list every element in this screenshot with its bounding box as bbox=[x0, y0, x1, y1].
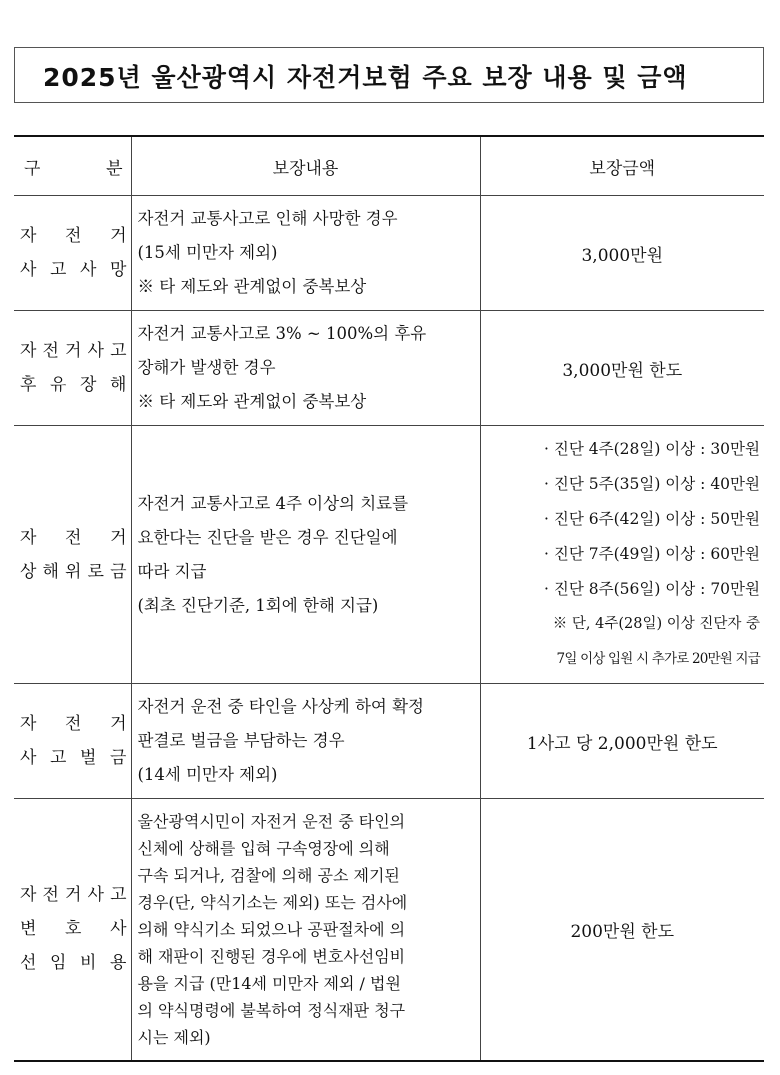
content-line: 자전거 교통사고로 3% ~ 100%의 후유 bbox=[137, 324, 427, 343]
category-char: 고 bbox=[110, 341, 127, 361]
category-char: 자 bbox=[20, 226, 37, 246]
category-char: 거 bbox=[110, 527, 127, 548]
category-char: 임 bbox=[50, 953, 67, 974]
amount-value: 200만원 한도 bbox=[570, 921, 675, 942]
category-char: 전 bbox=[65, 714, 82, 734]
content-line: 용을 지급 (만14세 미만자 제외 / 법원 bbox=[137, 973, 401, 993]
content-line: ※ 타 제도와 관계없이 중복보상 bbox=[137, 277, 367, 296]
content-line: (14세 미만자 제외) bbox=[137, 765, 278, 784]
category-char: 위 bbox=[65, 561, 82, 582]
category-char: 자 bbox=[20, 885, 37, 906]
amount-value: 3,000만원 bbox=[581, 245, 663, 266]
amount-list-item: · 진단 6주(42일) 이상 : 50만원 bbox=[544, 510, 760, 528]
content-line: 울산광역시민이 자전거 운전 중 타인의 bbox=[137, 811, 406, 831]
amount-value: 3,000만원 한도 bbox=[562, 360, 683, 381]
category-char: 장 bbox=[80, 375, 97, 395]
row-content bbox=[131, 196, 480, 311]
category-char: 고 bbox=[110, 885, 127, 906]
category-char: 고 bbox=[50, 260, 67, 280]
amount-value: 1사고 당 2,000만원 한도 bbox=[526, 733, 718, 754]
row-amount bbox=[480, 684, 764, 799]
table-header-row bbox=[14, 136, 764, 196]
row-category bbox=[14, 196, 131, 311]
category-line bbox=[14, 741, 131, 775]
content-line: 해 재판이 진행된 경우에 변호사선임비 bbox=[137, 946, 406, 966]
category-char: 자 bbox=[20, 341, 37, 361]
category-char: 사 bbox=[87, 885, 104, 906]
row-amount bbox=[480, 426, 764, 684]
row-category bbox=[14, 684, 131, 799]
row-amount bbox=[480, 311, 764, 426]
category-char: 자 bbox=[20, 714, 37, 734]
amount-list-item: · 진단 5주(35일) 이상 : 40만원 bbox=[544, 475, 760, 493]
content-line: 장해가 발생한 경우 bbox=[137, 358, 276, 377]
coverage-table bbox=[14, 135, 764, 1062]
title-box bbox=[14, 47, 764, 103]
row-content bbox=[131, 799, 480, 1061]
category-char: 용 bbox=[110, 953, 127, 974]
category-char: 로 bbox=[87, 561, 104, 582]
category-char: 해 bbox=[110, 375, 127, 395]
row-amount bbox=[480, 799, 764, 1061]
content-line: ※ 타 제도와 관계없이 중복보상 bbox=[137, 392, 367, 411]
content-line: 자전거 교통사고로 4주 이상의 치료를 bbox=[137, 493, 409, 513]
category-char: 전 bbox=[42, 885, 59, 906]
category-char: 사 bbox=[20, 260, 37, 280]
header-category-char-1: 구 bbox=[24, 158, 41, 179]
amount-list-item: · 진단 8주(56일) 이상 : 70만원 bbox=[544, 580, 760, 598]
row-amount bbox=[480, 196, 764, 311]
amount-note-extra: 7일 이상 입원 시 추가로 20만원 지급 bbox=[556, 651, 760, 667]
content-line: 의 약식명령에 불복하여 정식재판 청구 bbox=[137, 1000, 406, 1020]
content-line: 신체에 상해를 입혀 구속영장에 의해 bbox=[137, 838, 390, 858]
header-category-char-2: 분 bbox=[106, 158, 123, 179]
category-char: 사 bbox=[20, 748, 37, 768]
category-char: 사 bbox=[87, 341, 104, 361]
content-line: 의해 약식기소 되었으나 공판절차에 의 bbox=[137, 919, 406, 939]
category-char: 벌 bbox=[80, 748, 97, 768]
category-line bbox=[14, 219, 131, 253]
content-line: 구속 되거나, 검찰에 의해 공소 제기된 bbox=[137, 865, 400, 885]
category-line bbox=[14, 521, 131, 555]
table-row bbox=[14, 311, 764, 426]
category-char: 비 bbox=[80, 953, 97, 974]
table-row bbox=[14, 684, 764, 799]
category-line bbox=[14, 912, 131, 946]
category-char: 전 bbox=[42, 341, 59, 361]
amount-list bbox=[481, 432, 765, 677]
category-char: 거 bbox=[110, 226, 127, 246]
header-category bbox=[14, 136, 131, 196]
category-char: 거 bbox=[65, 885, 82, 906]
content-line: 요한다는 진단을 받은 경우 진단일에 bbox=[137, 527, 398, 547]
category-line bbox=[14, 555, 131, 589]
content-line: 자전거 교통사고로 인해 사망한 경우 bbox=[137, 209, 398, 228]
category-char: 금 bbox=[110, 561, 127, 582]
amount-note: ※ 단, 4주(28일) 이상 진단자 중 bbox=[552, 616, 760, 632]
category-line bbox=[14, 946, 131, 980]
row-content bbox=[131, 684, 480, 799]
content-line: (최초 진단기준, 1회에 한해 지급) bbox=[137, 595, 379, 615]
category-char: 후 bbox=[20, 375, 37, 395]
category-line bbox=[14, 878, 131, 912]
row-category bbox=[14, 311, 131, 426]
category-char: 사 bbox=[110, 919, 127, 940]
content-line: 경우(단, 약식기소는 제외) 또는 검사에 bbox=[137, 892, 408, 912]
content-line: 자전거 운전 중 타인을 사상케 하여 확정 bbox=[137, 697, 424, 716]
category-line bbox=[14, 707, 131, 741]
header-content: 보장내용 bbox=[131, 136, 480, 196]
category-char: 상 bbox=[20, 561, 37, 582]
amount-list-item: · 진단 4주(28일) 이상 : 30만원 bbox=[544, 440, 760, 458]
header-amount: 보장금액 bbox=[480, 136, 764, 196]
category-line bbox=[14, 253, 131, 287]
content-line: (15세 미만자 제외) bbox=[137, 243, 278, 262]
category-char: 변 bbox=[20, 919, 37, 940]
amount-list-item: · 진단 7주(49일) 이상 : 60만원 bbox=[544, 545, 760, 563]
row-category bbox=[14, 426, 131, 684]
category-char: 유 bbox=[50, 375, 67, 395]
content-line: 시는 제외) bbox=[137, 1027, 211, 1047]
category-char: 사 bbox=[80, 260, 97, 280]
category-char: 선 bbox=[20, 953, 37, 974]
category-char: 호 bbox=[65, 919, 82, 940]
page-title: 2025년 울산광역시 자전거보험 주요 보장 내용 및 금액 bbox=[43, 63, 688, 92]
category-char: 거 bbox=[65, 341, 82, 361]
category-line bbox=[14, 368, 131, 402]
category-char: 자 bbox=[20, 527, 37, 548]
row-category bbox=[14, 799, 131, 1061]
category-char: 전 bbox=[65, 527, 82, 548]
category-char: 전 bbox=[65, 226, 82, 246]
content-line: 판결로 벌금을 부담하는 경우 bbox=[137, 731, 345, 750]
row-content bbox=[131, 426, 480, 684]
category-char: 해 bbox=[42, 561, 59, 582]
category-char: 거 bbox=[110, 714, 127, 734]
row-content bbox=[131, 311, 480, 426]
table-row bbox=[14, 799, 764, 1061]
category-line bbox=[14, 334, 131, 368]
category-char: 금 bbox=[110, 748, 127, 768]
category-char: 고 bbox=[50, 748, 67, 768]
table-row bbox=[14, 196, 764, 311]
category-char: 망 bbox=[110, 260, 127, 280]
content-line: 따라 지급 bbox=[137, 561, 207, 581]
table-row bbox=[14, 426, 764, 684]
